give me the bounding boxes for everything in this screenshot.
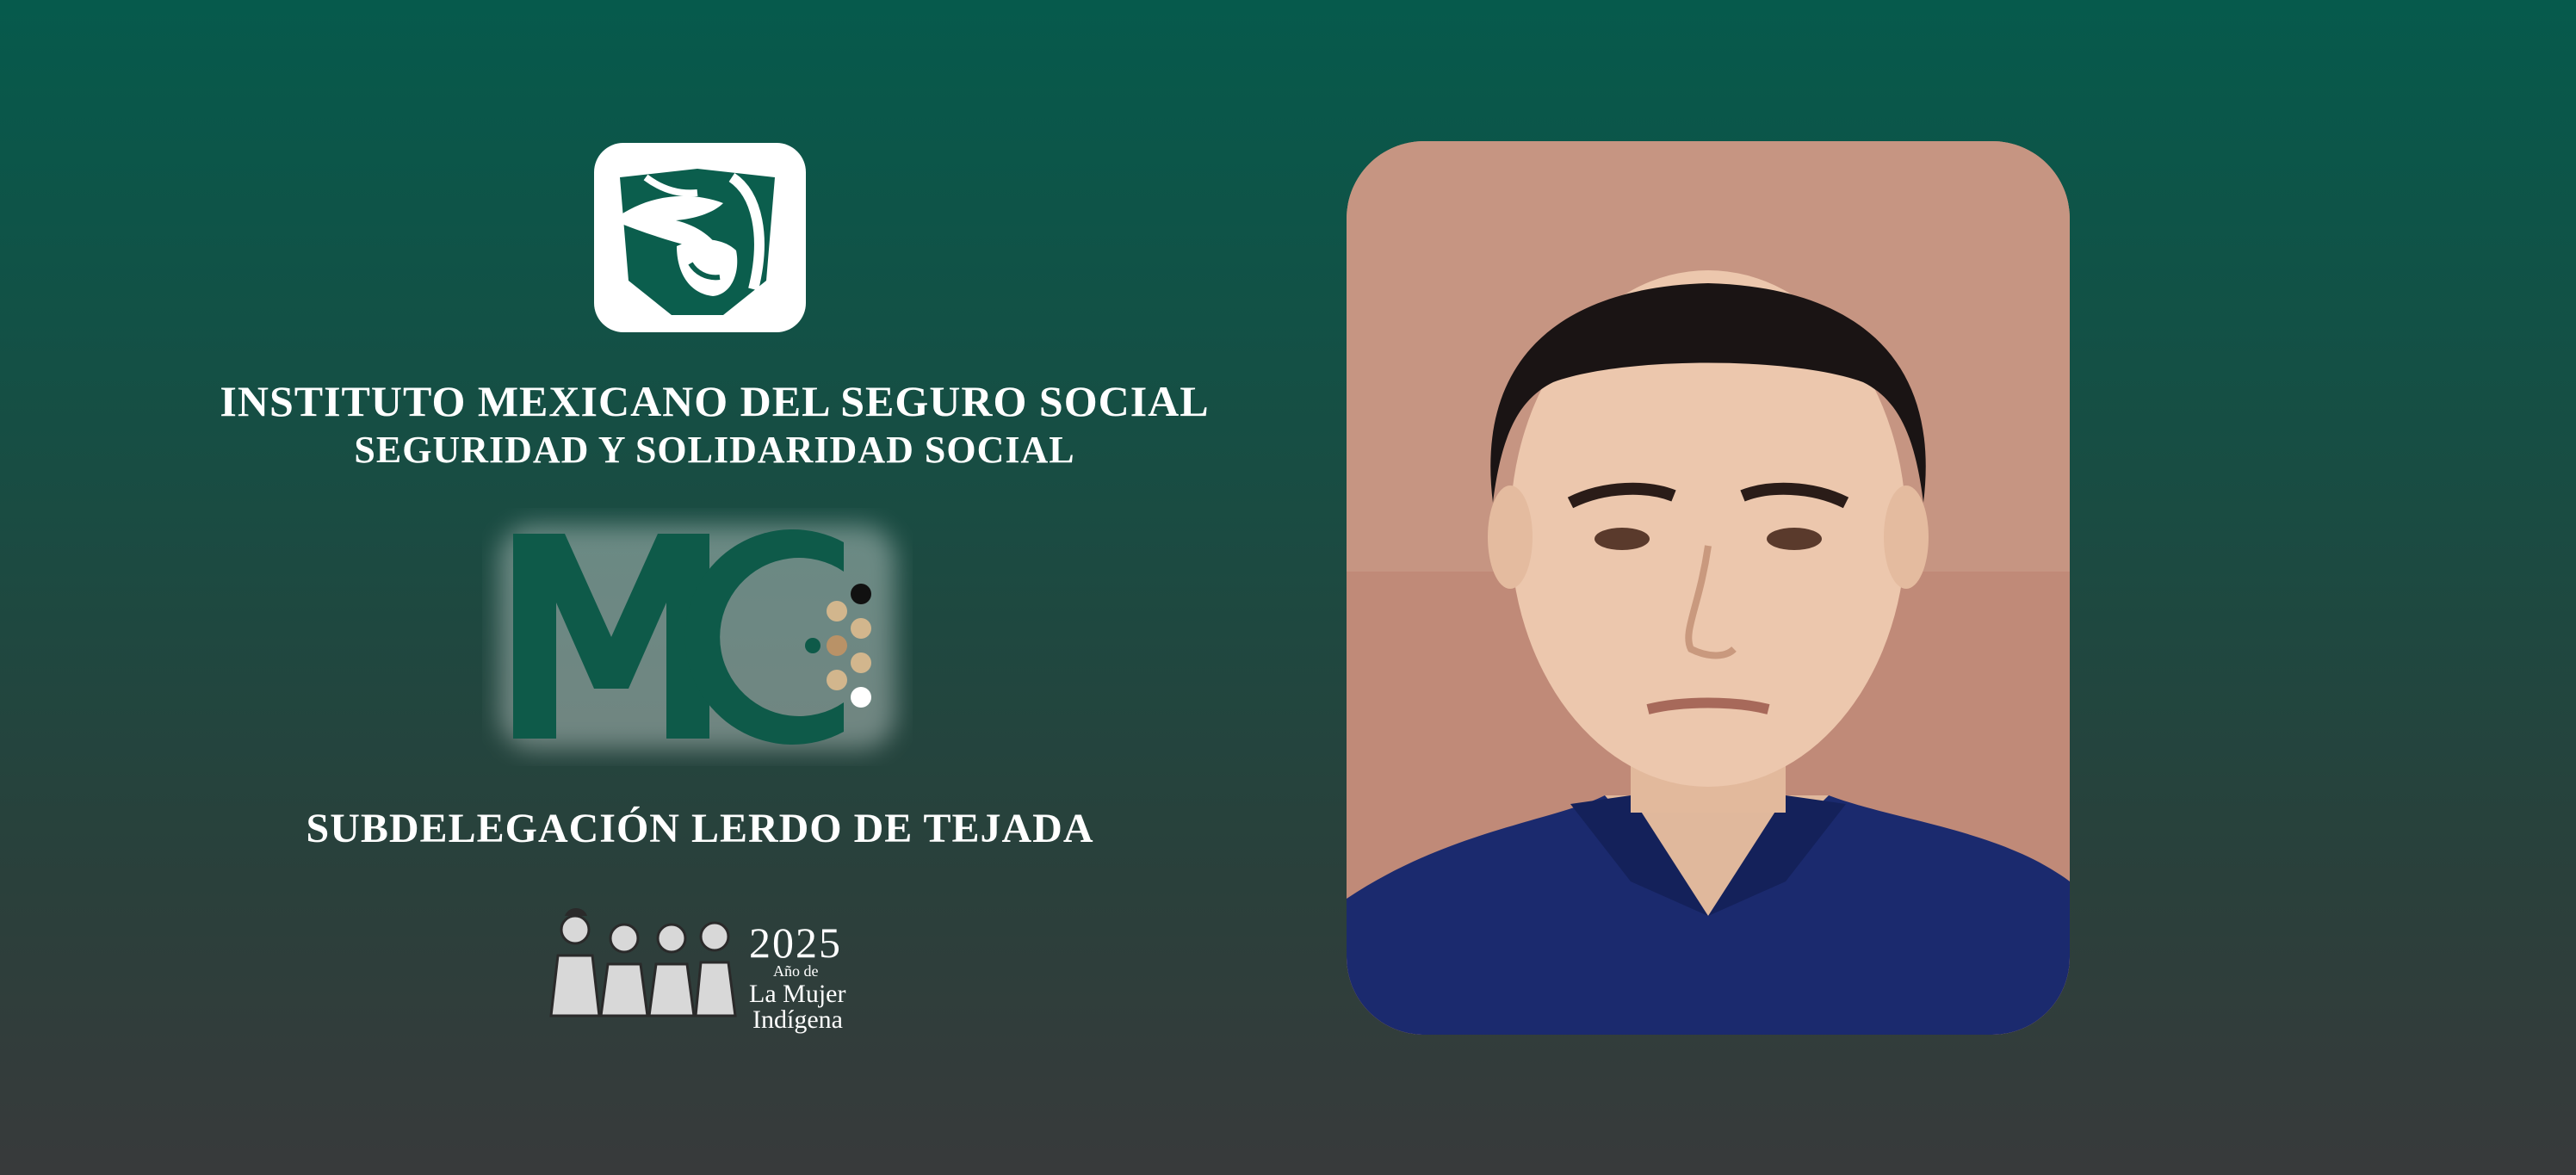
institution-motto: SEGURIDAD Y SOLIDARIDAD SOCIAL [354,429,1075,471]
indigenous-women-illustration-icon [542,904,740,1024]
imss-logo [594,143,806,332]
subdelegation-title: SUBDELEGACIÓN LERDO DE TEJADA [306,806,1094,851]
year-label: 2025 [749,918,842,967]
mc-monogram-logo [482,508,913,766]
year-badge-line2: La Mujer [749,980,846,1008]
year-badge-line1: Año de [773,962,819,980]
mc-logo [482,508,913,766]
person-portrait-photo [1347,141,2070,1035]
institution-name: INSTITUTO MEXICANO DEL SEGURO SOCIAL [220,377,1210,425]
year-badge [542,904,870,1033]
portrait-photo [1347,141,2070,1035]
imss-eagle-logo-icon [594,143,806,332]
year-badge-line3: Indígena [752,1005,843,1034]
